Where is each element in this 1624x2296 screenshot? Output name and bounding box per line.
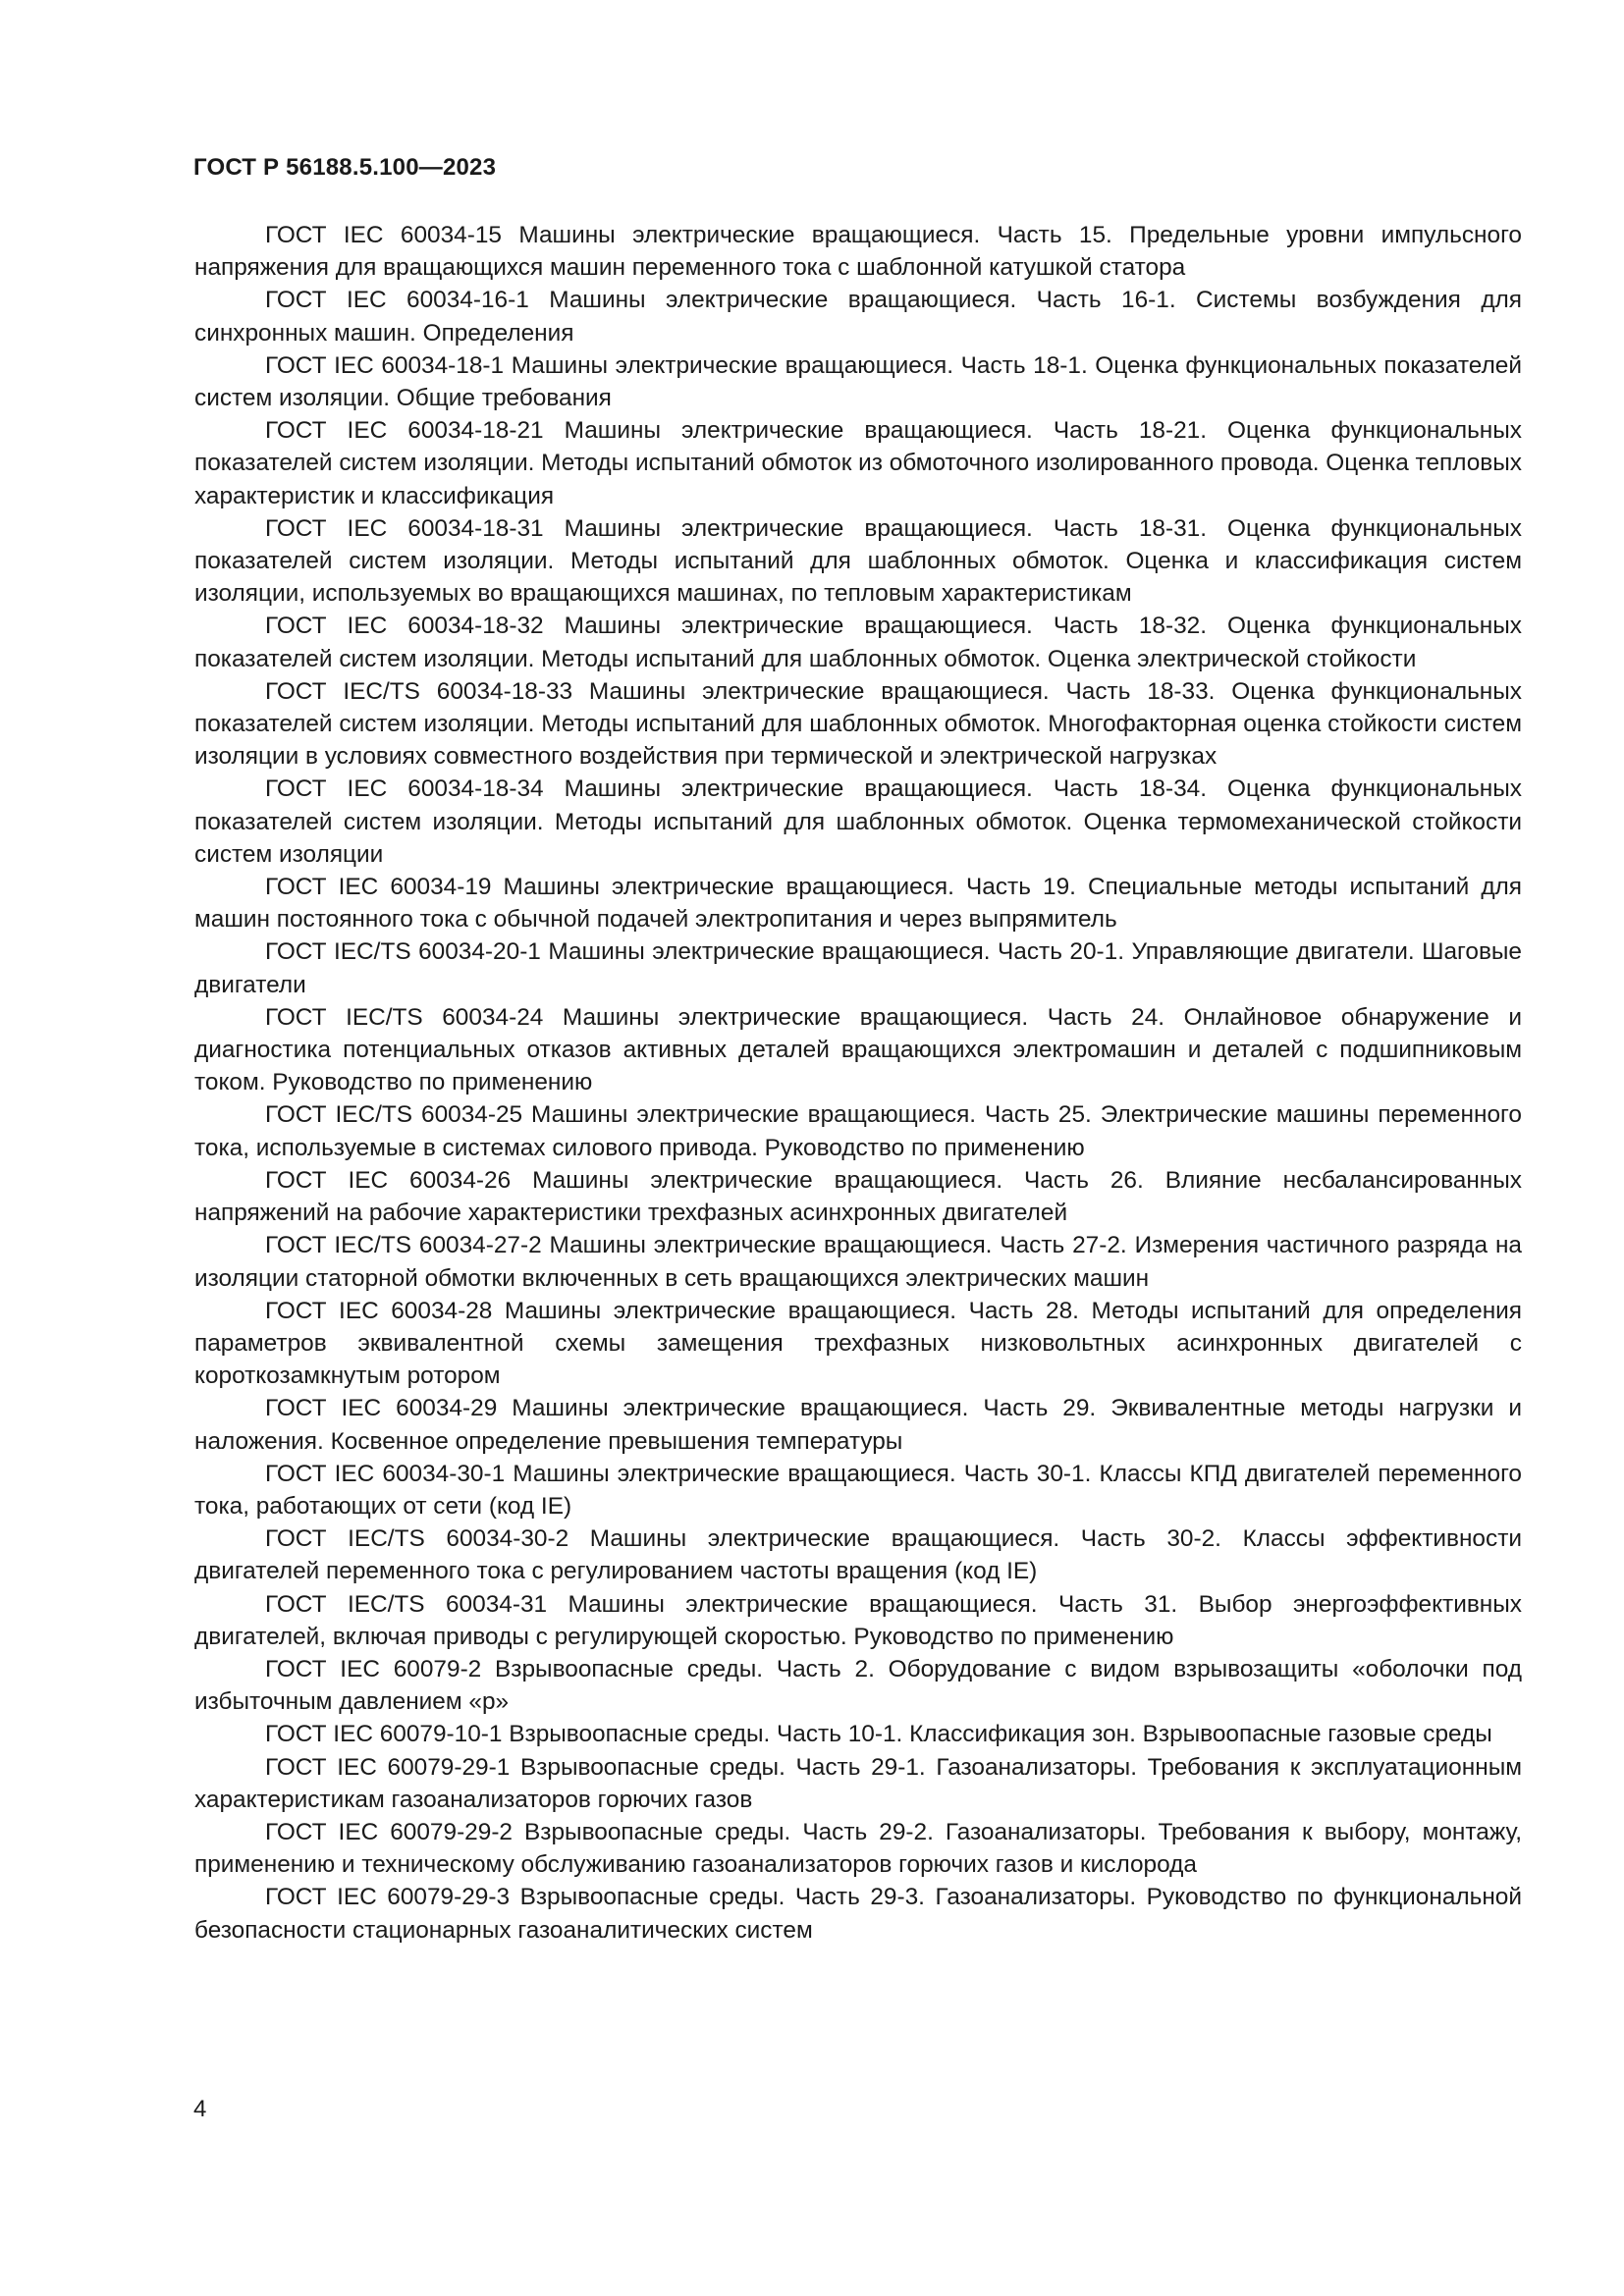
reference-entry: ГОСТ IEC 60079-29-1 Взрывоопасные среды. Часть 29-1. Газоанализаторы. Требования к эксплуатационным характеристикам газоанализаторов горючих газов xyxy=(194,1753,1522,1813)
reference-entry: ГОСТ IEC/TS 60034-31 Машины электрические вращающиеся. Часть 31. Выбор энергоэффективных двигателей, включая приводы с регулирующей скоростью. Руководство по применению xyxy=(194,1590,1522,1650)
reference-entry: ГОСТ IEC 60079-29-2 Взрывоопасные среды. Часть 29-2. Газоанализаторы. Требования к выбору, монтажу, применению и техническому обслуживанию газоанализаторов горючих газов и кислорода xyxy=(194,1818,1522,1879)
reference-entry: ГОСТ IEC 60079-29-3 Взрывоопасные среды. Часть 29-3. Газоанализаторы. Руководство по функциональной безопасности стационарных газоаналитических систем xyxy=(194,1884,1522,1944)
reference-entry: ГОСТ IEC 60034-18-21 Машины электрические вращающиеся. Часть 18-21. Оценка функциональных показателей систем изоляции. Методы испытаний обмоток из обмоточного изолированного провода. Оценка тепловых характеристик и классификация xyxy=(194,417,1522,509)
reference-entry: ГОСТ IEC/TS 60034-30-2 Машины электрические вращающиеся. Часть 30-2. Классы эффективности двигателей переменного тока с регулированием частоты вращения (код IE) xyxy=(194,1525,1522,1585)
reference-entry: ГОСТ IEC 60034-16-1 Машины электрические вращающиеся. Часть 16-1. Системы возбуждения для синхронных машин. Определения xyxy=(194,287,1522,347)
reference-entry: ГОСТ IEC 60034-30-1 Машины электрические вращающиеся. Часть 30-1. Классы КПД двигателей переменного тока, работающих от сети (код IE) xyxy=(194,1460,1522,1520)
reference-entry: ГОСТ IEC/TS 60034-18-33 Машины электрические вращающиеся. Часть 18-33. Оценка функциональных показателей систем изоляции. Методы испытаний для шаблонных обмоток. Многофакторная оценка стойкости систем изоляции в условиях совместного воздействия при термической и электрической нагрузках xyxy=(194,677,1522,771)
reference-entry: ГОСТ IEC 60079-10-1 Взрывоопасные среды. Часть 10-1. Классификация зон. Взрывоопасные газовые среды xyxy=(265,1721,1492,1748)
reference-entry: ГОСТ IEC 60034-18-31 Машины электрические вращающиеся. Часть 18-31. Оценка функциональных показателей систем изоляции. Методы испытаний для шаблонных обмоток. Оценка и классификация систем изоляции, используемых во вращающихся машинах, по тепловым характеристикам xyxy=(194,514,1522,608)
reference-entry: ГОСТ IEC 60034-19 Машины электрические вращающиеся. Часть 19. Специальные методы испытаний для машин постоянного тока с обычной подачей электропитания и через выпрямитель xyxy=(194,874,1522,934)
document-header: ГОСТ Р 56188.5.100—2023 xyxy=(193,154,497,181)
reference-entry: ГОСТ IEC 60079-2 Взрывоопасные среды. Часть 2. Оборудование с видом взрывозащиты «оболочки под избыточным давлением «р» xyxy=(194,1655,1522,1716)
reference-entry: ГОСТ IEC 60034-28 Машины электрические вращающиеся. Часть 28. Методы испытаний для определения параметров эквивалентной схемы замещения трехфазных низковольтных асинхронных двигателей с короткозамкнутым ротором xyxy=(194,1297,1522,1390)
reference-entry: ГОСТ IEC 60034-18-1 Машины электрические вращающиеся. Часть 18-1. Оценка функциональных показателей систем изоляции. Общие требования xyxy=(194,351,1522,412)
reference-entry: ГОСТ IEC 60034-15 Машины электрические вращающиеся. Часть 15. Предельные уровни импульсного напряжения для вращающихся машин переменного тока с шаблонной катушкой статора xyxy=(194,222,1522,282)
reference-entry: ГОСТ IEC 60034-26 Машины электрические вращающиеся. Часть 26. Влияние несбалансированных напряжений на рабочие характеристики трехфазных асинхронных двигателей xyxy=(194,1166,1522,1227)
references-list xyxy=(194,219,1522,1947)
reference-entry: ГОСТ IEC/TS 60034-25 Машины электрические вращающиеся. Часть 25. Электрические машины переменного тока, используемые в системах силового привода. Руководство по применению xyxy=(194,1101,1522,1161)
reference-entry: ГОСТ IEC 60034-18-34 Машины электрические вращающиеся. Часть 18-34. Оценка функциональных показателей систем изоляции. Методы испытаний для шаблонных обмоток. Оценка термомеханической стойкости систем изоляции xyxy=(194,775,1522,868)
reference-entry: ГОСТ IEC 60034-18-32 Машины электрические вращающиеся. Часть 18-32. Оценка функциональных показателей систем изоляции. Методы испытаний для шаблонных обмоток. Оценка электрической стойкости xyxy=(194,613,1522,672)
page-number: 4 xyxy=(193,2096,207,2122)
reference-entry: ГОСТ IEC/TS 60034-27-2 Машины электрические вращающиеся. Часть 27-2. Измерения частичного разряда на изоляции статорной обмотки включенных в сеть вращающихся электрических машин xyxy=(194,1232,1522,1292)
reference-entry: ГОСТ IEC/TS 60034-20-1 Машины электрические вращающиеся. Часть 20-1. Управляющие двигатели. Шаговые двигатели xyxy=(194,938,1522,998)
reference-entry: ГОСТ IEC/TS 60034-24 Машины электрические вращающиеся. Часть 24. Онлайновое обнаружение и диагностика потенциальных отказов активных деталей вращающихся электромашин и деталей с подшипниковым током. Руководство по применению xyxy=(194,1003,1522,1096)
reference-entry: ГОСТ IEC 60034-29 Машины электрические вращающиеся. Часть 29. Эквивалентные методы нагрузки и наложения. Косвенное определение превышения температуры xyxy=(194,1395,1522,1455)
